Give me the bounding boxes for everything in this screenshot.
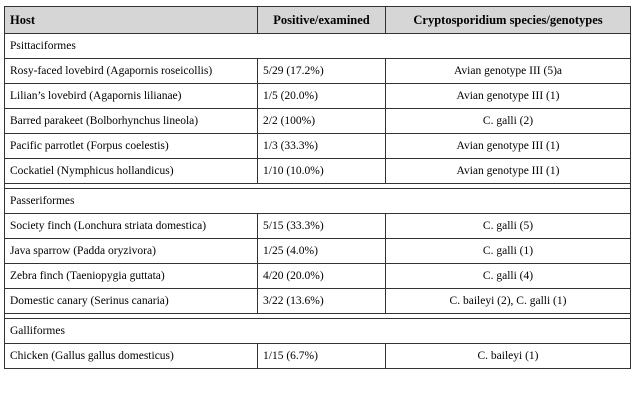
table-row bbox=[5, 134, 631, 159]
table-row bbox=[5, 109, 631, 134]
crypto-cell: C. galli (1) bbox=[386, 239, 631, 264]
host-cell: Java sparrow (Padda oryzivora) bbox=[5, 239, 258, 264]
cryptosporidium-table bbox=[4, 6, 631, 369]
host-cell: Cockatiel (Nymphicus hollandicus) bbox=[5, 159, 258, 184]
group-label: Galliformes bbox=[5, 319, 631, 344]
host-cell: Domestic canary (Serinus canaria) bbox=[5, 289, 258, 314]
crypto-cell: Avian genotype III (1) bbox=[386, 159, 631, 184]
positive-cell: 1/25 (4.0%) bbox=[258, 239, 386, 264]
group-row-galliformes bbox=[5, 319, 631, 344]
host-cell: Rosy-faced lovebird (Agapornis roseicollis) bbox=[5, 59, 258, 84]
table-row bbox=[5, 59, 631, 84]
host-cell: Pacific parrotlet (Forpus coelestis) bbox=[5, 134, 258, 159]
positive-cell: 3/22 (13.6%) bbox=[258, 289, 386, 314]
group-label: Passeriformes bbox=[5, 189, 631, 214]
crypto-cell: Avian genotype III (1) bbox=[386, 134, 631, 159]
positive-cell: 1/3 (33.3%) bbox=[258, 134, 386, 159]
host-cell: Lilian’s lovebird (Agapornis lilianae) bbox=[5, 84, 258, 109]
positive-cell: 2/2 (100%) bbox=[258, 109, 386, 134]
positive-cell: 1/10 (10.0%) bbox=[258, 159, 386, 184]
positive-cell: 1/15 (6.7%) bbox=[258, 344, 386, 369]
crypto-cell: C. baileyi (2), C. galli (1) bbox=[386, 289, 631, 314]
table-row bbox=[5, 159, 631, 184]
crypto-cell: C. baileyi (1) bbox=[386, 344, 631, 369]
table-row bbox=[5, 239, 631, 264]
crypto-cell: Avian genotype III (1) bbox=[386, 84, 631, 109]
positive-cell: 4/20 (20.0%) bbox=[258, 264, 386, 289]
crypto-cell: C. galli (5) bbox=[386, 214, 631, 239]
host-cell: Zebra finch (Taeniopygia guttata) bbox=[5, 264, 258, 289]
header-crypto: Cryptosporidium species/genotypes bbox=[386, 7, 631, 34]
positive-cell: 5/29 (17.2%) bbox=[258, 59, 386, 84]
header-positive: Positive/examined bbox=[258, 7, 386, 34]
crypto-cell: Avian genotype III (5)a bbox=[386, 59, 631, 84]
table-row bbox=[5, 84, 631, 109]
header-row bbox=[5, 7, 631, 34]
table-row bbox=[5, 344, 631, 369]
header-host: Host bbox=[5, 7, 258, 34]
positive-cell: 1/5 (20.0%) bbox=[258, 84, 386, 109]
host-cell: Barred parakeet (Bolborhynchus lineola) bbox=[5, 109, 258, 134]
table-row bbox=[5, 289, 631, 314]
table-row bbox=[5, 264, 631, 289]
group-label: Psittaciformes bbox=[5, 34, 631, 59]
host-cell: Society finch (Lonchura striata domestica) bbox=[5, 214, 258, 239]
group-row-passeriformes bbox=[5, 189, 631, 214]
table-row bbox=[5, 214, 631, 239]
crypto-cell: C. galli (4) bbox=[386, 264, 631, 289]
crypto-cell: C. galli (2) bbox=[386, 109, 631, 134]
host-cell: Chicken (Gallus gallus domesticus) bbox=[5, 344, 258, 369]
table-container bbox=[4, 6, 630, 369]
positive-cell: 5/15 (33.3%) bbox=[258, 214, 386, 239]
group-row-psittaciformes bbox=[5, 34, 631, 59]
